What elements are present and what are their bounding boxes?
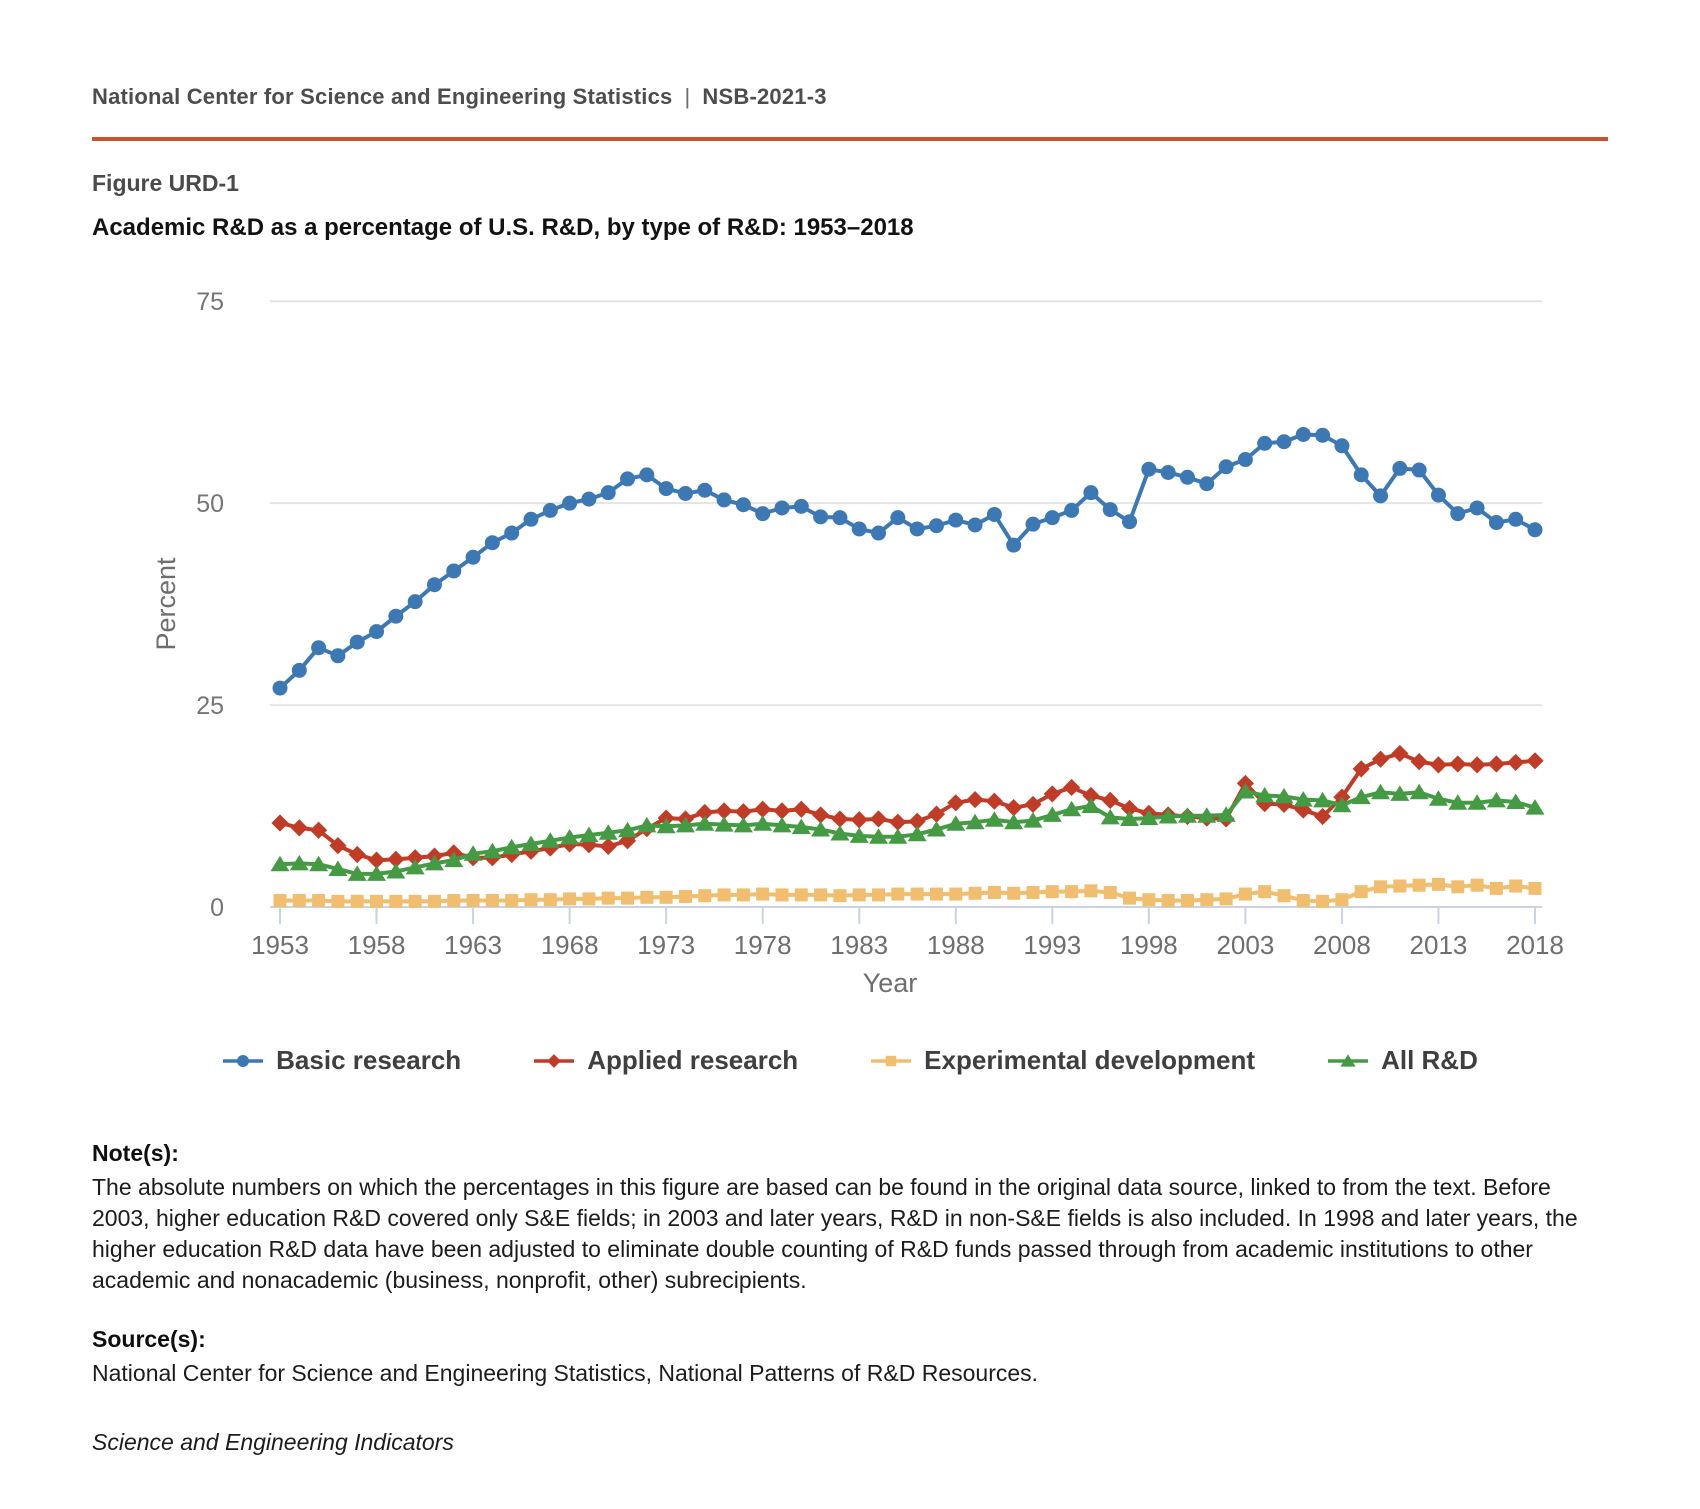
data-point (447, 894, 460, 907)
data-point (485, 535, 500, 550)
data-point (851, 811, 868, 828)
header-separator: | (684, 84, 691, 109)
data-point (1490, 882, 1503, 895)
data-point (853, 888, 866, 901)
data-point (886, 1055, 896, 1065)
data-point (330, 648, 345, 663)
data-point (1007, 887, 1020, 900)
data-point (812, 806, 829, 823)
data-point (351, 895, 364, 908)
data-point (1065, 885, 1078, 898)
y-tick-label: 75 (196, 288, 224, 317)
data-point (718, 888, 731, 901)
data-point (1142, 893, 1155, 906)
data-point (773, 802, 790, 819)
legend-label: Applied research (587, 1045, 799, 1075)
data-point (582, 892, 595, 905)
data-point (1392, 461, 1407, 476)
data-point (1489, 515, 1504, 530)
data-point (1239, 888, 1252, 901)
data-point (947, 794, 964, 811)
data-point (1046, 885, 1059, 898)
data-point (679, 890, 692, 903)
data-point (1316, 895, 1329, 908)
x-tick-label: 2013 (1409, 930, 1468, 960)
series-basic-research (273, 427, 1543, 696)
data-point (1449, 755, 1466, 772)
data-point (1334, 438, 1349, 453)
data-point (1413, 879, 1426, 892)
data-point (1162, 894, 1175, 907)
data-point (1219, 459, 1234, 474)
data-point (756, 888, 769, 901)
data-point (949, 888, 962, 901)
data-point (890, 510, 905, 525)
data-point (833, 889, 846, 902)
data-point (1335, 893, 1348, 906)
data-point (1470, 500, 1485, 515)
data-point (331, 895, 344, 908)
data-point (988, 886, 1001, 899)
data-point (1412, 463, 1427, 478)
data-point (640, 891, 653, 904)
data-point (1083, 485, 1098, 500)
data-point (581, 492, 596, 507)
data-point (525, 893, 538, 906)
data-point (1006, 538, 1021, 553)
data-point (1220, 892, 1233, 905)
data-point (639, 467, 654, 482)
data-point (948, 513, 963, 528)
data-point (1391, 745, 1408, 762)
figure-label: Figure URD-1 (92, 170, 239, 196)
data-point (369, 624, 384, 639)
data-point (467, 894, 480, 907)
data-point (428, 895, 441, 908)
data-point (524, 512, 539, 527)
data-point (1509, 879, 1522, 892)
data-point (1315, 428, 1330, 443)
data-point (621, 892, 634, 905)
data-point (1045, 510, 1060, 525)
data-point (1161, 465, 1176, 480)
data-point (755, 506, 770, 521)
x-tick-label: 1953 (251, 930, 309, 960)
data-point (1199, 476, 1214, 491)
data-point (1084, 884, 1097, 897)
page-header (92, 0, 1608, 110)
data-point (891, 888, 904, 901)
data-point (1257, 436, 1272, 451)
series-line (280, 791, 1535, 873)
data-point (1508, 512, 1523, 527)
data-point (1450, 506, 1465, 521)
x-axis-title: Year (862, 968, 918, 998)
data-point (831, 810, 848, 827)
data-point (1297, 894, 1310, 907)
data-point (504, 526, 519, 541)
x-tick-label: 1958 (347, 930, 406, 960)
data-point (1355, 885, 1368, 898)
data-point (1026, 517, 1041, 532)
sources-section (92, 1326, 1608, 1389)
data-point (1104, 886, 1117, 899)
data-point (1374, 880, 1387, 893)
data-point (1024, 796, 1041, 813)
data-point (543, 503, 558, 518)
data-point (408, 594, 423, 609)
x-tick-label: 2003 (1216, 930, 1275, 960)
data-point (929, 518, 944, 533)
report-id: NSB-2021-3 (702, 84, 827, 109)
data-point (871, 526, 886, 541)
legend-label: Experimental development (924, 1045, 1256, 1075)
data-point (1488, 755, 1505, 772)
data-point (427, 577, 442, 592)
legend-label: Basic research (276, 1045, 462, 1075)
data-point (1102, 792, 1119, 809)
data-point (1372, 751, 1389, 768)
chart-legend (0, 1045, 1700, 1076)
data-point (776, 888, 789, 901)
data-point (563, 892, 576, 905)
data-point (813, 509, 828, 524)
series-all-r-d (271, 783, 1545, 881)
data-point (814, 888, 827, 901)
data-point (737, 888, 750, 901)
data-point (600, 838, 617, 855)
data-point (1027, 886, 1040, 899)
data-point (544, 893, 557, 906)
sources-body: National Center for Science and Engineering Statistics, National Patterns of R&D Resources. (92, 1360, 1039, 1386)
data-point (698, 889, 711, 902)
x-tick-label: 1998 (1119, 930, 1178, 960)
y-tick-label: 25 (196, 692, 224, 721)
y-tick-label: 0 (210, 894, 224, 922)
data-point (793, 801, 810, 818)
chart-container (0, 244, 1700, 1076)
data-point (1141, 462, 1156, 477)
data-point (910, 521, 925, 536)
data-point (1468, 756, 1485, 773)
data-point (659, 481, 674, 496)
data-point (274, 894, 287, 907)
legend-item-applied-research[interactable] (533, 1045, 798, 1076)
data-point (349, 846, 366, 863)
data-point (1181, 894, 1194, 907)
org-name: National Center for Science and Engineering Statistics (92, 84, 673, 109)
data-point (1122, 514, 1137, 529)
data-point (1431, 488, 1446, 503)
data-point (832, 510, 847, 525)
data-point (987, 507, 1002, 522)
data-point (1180, 470, 1195, 485)
data-point (930, 888, 943, 901)
series-experimental-development (274, 878, 1542, 908)
data-point (292, 663, 307, 678)
data-point (1432, 878, 1445, 891)
x-tick-label: 1978 (733, 930, 792, 960)
data-point (409, 895, 422, 908)
x-tick-label: 1963 (444, 930, 502, 960)
data-point (1528, 522, 1543, 537)
data-point (852, 521, 867, 536)
data-point (389, 895, 402, 908)
data-point (754, 801, 771, 818)
x-tick-label: 1993 (1023, 930, 1082, 960)
data-point (1044, 785, 1061, 802)
applied-research-legend-marker-icon (533, 1051, 575, 1071)
data-point (889, 814, 906, 831)
data-point (1123, 892, 1136, 905)
indicators-line: Science and Engineering Indicators (92, 1429, 454, 1455)
data-point (969, 887, 982, 900)
data-point (794, 499, 809, 514)
data-point (775, 500, 790, 515)
x-tick-label: 2018 (1506, 930, 1564, 960)
data-point (1373, 488, 1388, 503)
data-point (237, 1055, 249, 1067)
x-tick-label: 1973 (637, 930, 696, 960)
data-point (1200, 893, 1213, 906)
data-point (1258, 885, 1271, 898)
data-point (1393, 879, 1406, 892)
data-point (466, 550, 481, 565)
data-point (486, 894, 499, 907)
x-tick-label: 2008 (1313, 930, 1371, 960)
x-tick-label: 1983 (830, 930, 889, 960)
data-point (1277, 434, 1292, 449)
data-point (1411, 753, 1428, 770)
experimental-development-legend-marker-icon (870, 1051, 912, 1071)
data-point (1005, 799, 1022, 816)
data-point (291, 819, 308, 836)
data-point (350, 635, 365, 650)
data-point (717, 492, 732, 507)
y-axis-title: Percent (151, 557, 181, 651)
data-point (1238, 452, 1253, 467)
notes-heading: Note(s): (92, 1140, 179, 1166)
rd-percentage-chart (0, 244, 1700, 1016)
all-r-d-legend-marker-icon (1327, 1051, 1369, 1071)
x-tick-label: 1968 (540, 930, 599, 960)
data-point (870, 810, 887, 827)
data-point (311, 640, 326, 655)
data-point (1529, 882, 1542, 895)
data-point (911, 888, 924, 901)
data-point (1278, 889, 1291, 902)
data-point (872, 888, 885, 901)
data-point (271, 814, 288, 831)
data-point (1064, 503, 1079, 518)
data-point (601, 485, 616, 500)
data-point (620, 471, 635, 486)
legend-label: All R&D (1381, 1045, 1478, 1075)
data-point (1526, 752, 1543, 769)
legend-item-all-r-d[interactable] (1327, 1045, 1478, 1076)
data-point (547, 1054, 561, 1068)
data-point (736, 497, 751, 512)
data-point (660, 891, 673, 904)
x-tick-label: 1988 (926, 930, 985, 960)
data-point (388, 609, 403, 624)
notes-section (92, 1140, 1608, 1296)
data-point (273, 681, 288, 696)
data-point (697, 483, 712, 498)
figure-title: Academic R&D as a percentage of U.S. R&D, by type of R&D: 1953–2018 (92, 214, 914, 241)
data-point (966, 791, 983, 808)
data-point (562, 496, 577, 511)
data-point (795, 888, 808, 901)
data-point (1063, 779, 1080, 796)
data-point (1471, 879, 1484, 892)
data-point (986, 793, 1003, 810)
data-point (968, 517, 983, 532)
data-point (1354, 467, 1369, 482)
basic-research-legend-marker-icon (222, 1051, 264, 1071)
data-point (1507, 754, 1524, 771)
data-point (370, 895, 383, 908)
data-point (446, 563, 461, 578)
data-point (312, 894, 325, 907)
y-tick-label: 50 (196, 490, 224, 519)
data-point (505, 894, 518, 907)
data-point (1430, 756, 1447, 773)
sources-heading: Source(s): (92, 1326, 206, 1352)
data-point (1296, 427, 1311, 442)
red-divider (92, 137, 1608, 141)
data-point (928, 806, 945, 823)
data-point (1103, 502, 1118, 517)
notes-body: The absolute numbers on which the percentages in this figure are based can be found in the original data source, linked to from the text. Before 2003, higher education R&D covered only S&E fields; in 2003 and later years, R&D in non-S&E fields is also included. In 1998 and later years, the higher education R&D data have been adjusted to eliminate double counting of R&D funds passed through from academic institutions to other academic and nonacademic (business, nonprofit, other) subrecipients. (92, 1174, 1578, 1293)
legend-item-experimental-development[interactable] (870, 1045, 1255, 1076)
data-point (1451, 880, 1464, 893)
data-point (602, 892, 615, 905)
data-point (293, 894, 306, 907)
series-applied-research (271, 745, 1543, 869)
data-point (678, 486, 693, 501)
legend-item-basic-research[interactable] (222, 1045, 461, 1076)
